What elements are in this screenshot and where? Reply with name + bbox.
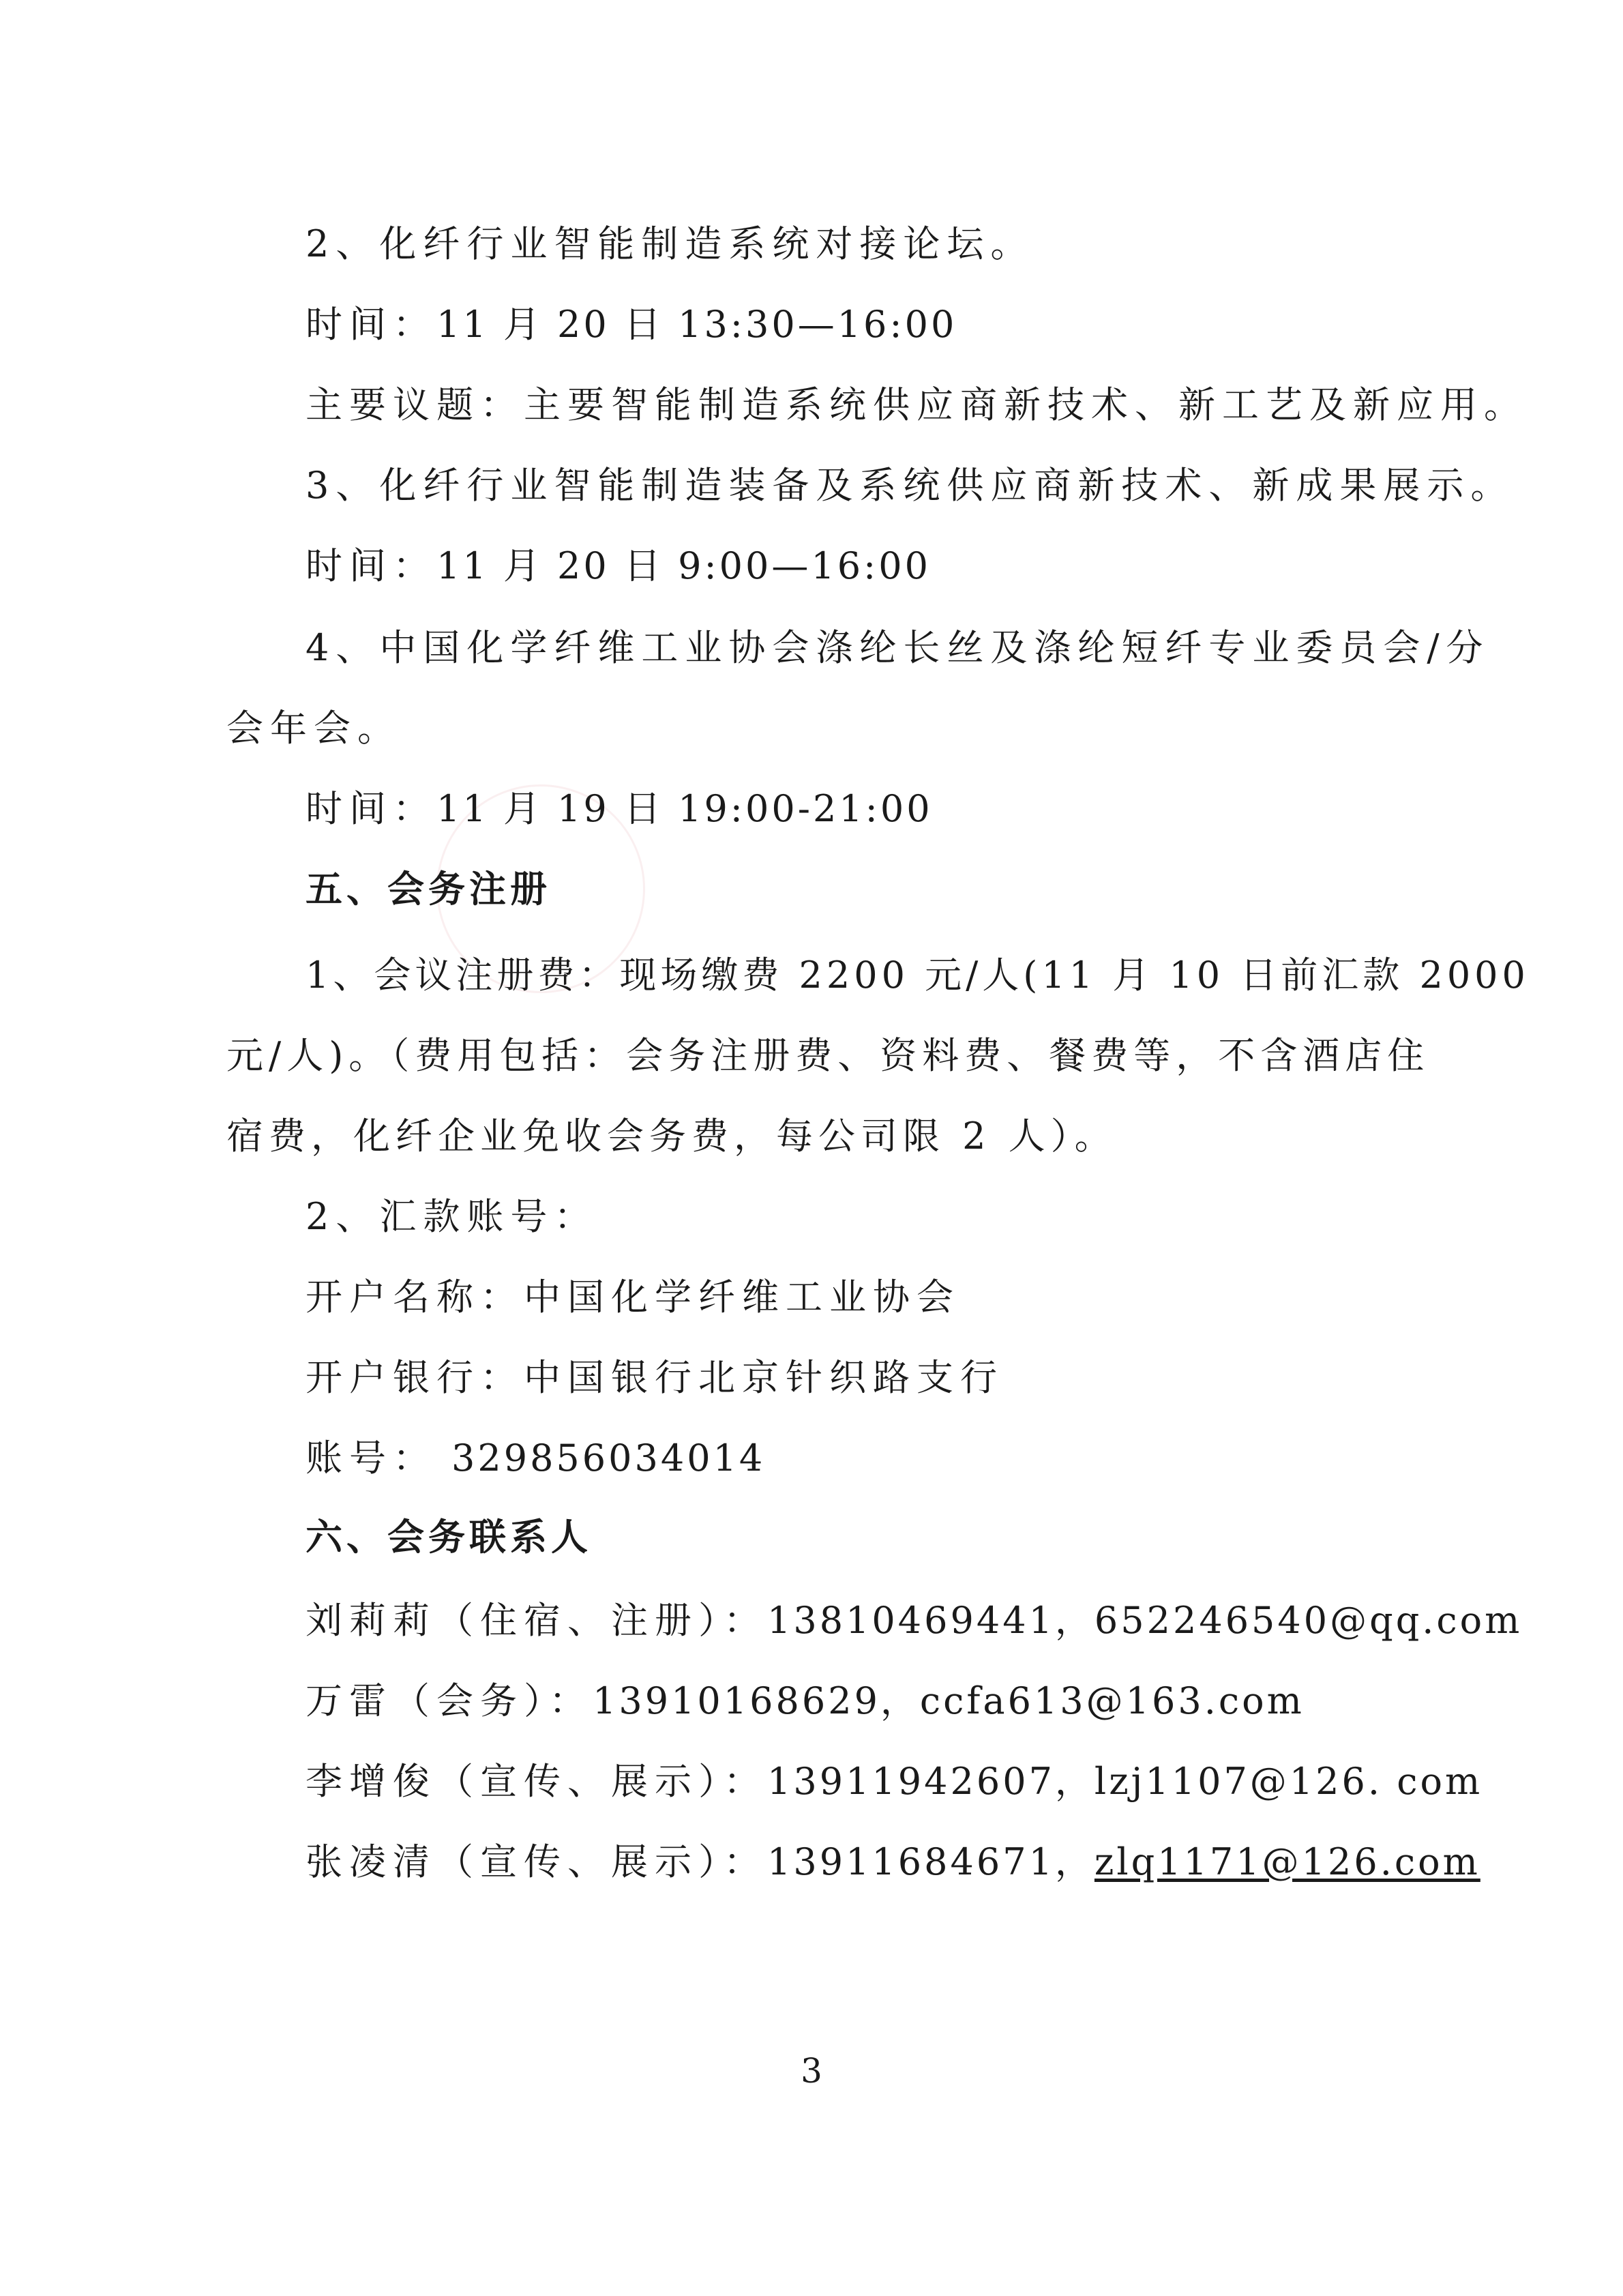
item4-title-line2: 会年会。: [226, 707, 401, 750]
item3-time-label: 时间：: [306, 544, 436, 587]
item4-title-line1: 4、中国化学纤维工业协会涤纶长丝及涤纶短纤专业委员会/分: [306, 626, 1490, 669]
item2-topic: [306, 381, 1528, 430]
account-no-value: 329856034014: [451, 1437, 766, 1480]
item3-time: [306, 542, 931, 591]
account-no-label: 账号：: [306, 1437, 436, 1480]
contact-row: [306, 1838, 1480, 1887]
bank-value: 中国银行北京针织路支行: [524, 1356, 1004, 1399]
section5-heading: 五、会务注册: [306, 868, 551, 911]
contact-phone: 13910168629，: [593, 1679, 920, 1722]
item3-time-value: 11 月 20 日 9:00—16:00: [436, 544, 931, 587]
page-number: 3: [801, 2051, 822, 2091]
contact-email: 652246540@qq.com: [1094, 1599, 1523, 1642]
bank-label: 开户银行：: [306, 1356, 524, 1399]
item2-time-value: 11 月 20 日 13:30—16:00: [436, 303, 957, 346]
contact-name: 万雷（会务）：: [306, 1679, 593, 1722]
item4-time-label: 时间：: [306, 787, 436, 830]
item2-topic-value: 主要智能制造系统供应商新技术、新工艺及新应用。: [524, 383, 1528, 426]
contact-phone: 13911942607，: [767, 1760, 1095, 1803]
item2-topic-label: 主要议题：: [306, 383, 524, 426]
item4-time: [306, 784, 933, 834]
item2-time: [306, 300, 957, 349]
contact-name: 张凌清（宣传、展示）：: [306, 1840, 767, 1883]
section6-heading: 六、会务联系人: [306, 1516, 592, 1559]
contact-phone: 13810469441，: [767, 1599, 1095, 1642]
item3-title: 3、化纤行业智能制造装备及系统供应商新技术、新成果展示。: [306, 464, 1515, 507]
account-name-label: 开户名称：: [306, 1276, 524, 1319]
contact-row: [306, 1596, 1522, 1645]
contact-email-link[interactable]: zlq1171@126.com: [1094, 1840, 1480, 1883]
account-name-value: 中国化学纤维工业协会: [524, 1276, 960, 1319]
contact-phone: 13911684671，: [767, 1840, 1095, 1883]
section5-fee-line1: 1、会议注册费：现场缴费 2200 元/人(11 月 10 日前汇款 2000: [306, 954, 1530, 997]
item4-time-value: 11 月 19 日 19:00-21:00: [436, 787, 933, 830]
section5-bank: [306, 1353, 1004, 1402]
contact-name: 刘莉莉（住宿、注册）：: [306, 1599, 767, 1642]
section5-account-title: 2、汇款账号：: [306, 1195, 598, 1238]
contact-row: [306, 1757, 1483, 1806]
section5-account-no: [306, 1434, 765, 1483]
section5-fee-line2: 元/人)。（费用包括：会务注册费、资料费、餐费等，不含酒店住: [226, 1034, 1430, 1077]
item2-title: 2、化纤行业智能制造系统对接论坛。: [306, 222, 1034, 265]
contact-email: ccfa613@163.com: [919, 1679, 1305, 1722]
section5-fee-line3: 宿费，化纤企业免收会务费，每公司限 2 人）。: [226, 1115, 1117, 1158]
contact-name: 李增俊（宣传、展示）：: [306, 1760, 767, 1803]
contact-email: lzj1107@126. com: [1094, 1760, 1483, 1803]
section5-account-name: [306, 1273, 960, 1322]
contact-row: [306, 1677, 1305, 1726]
item2-time-label: 时间：: [306, 303, 436, 346]
